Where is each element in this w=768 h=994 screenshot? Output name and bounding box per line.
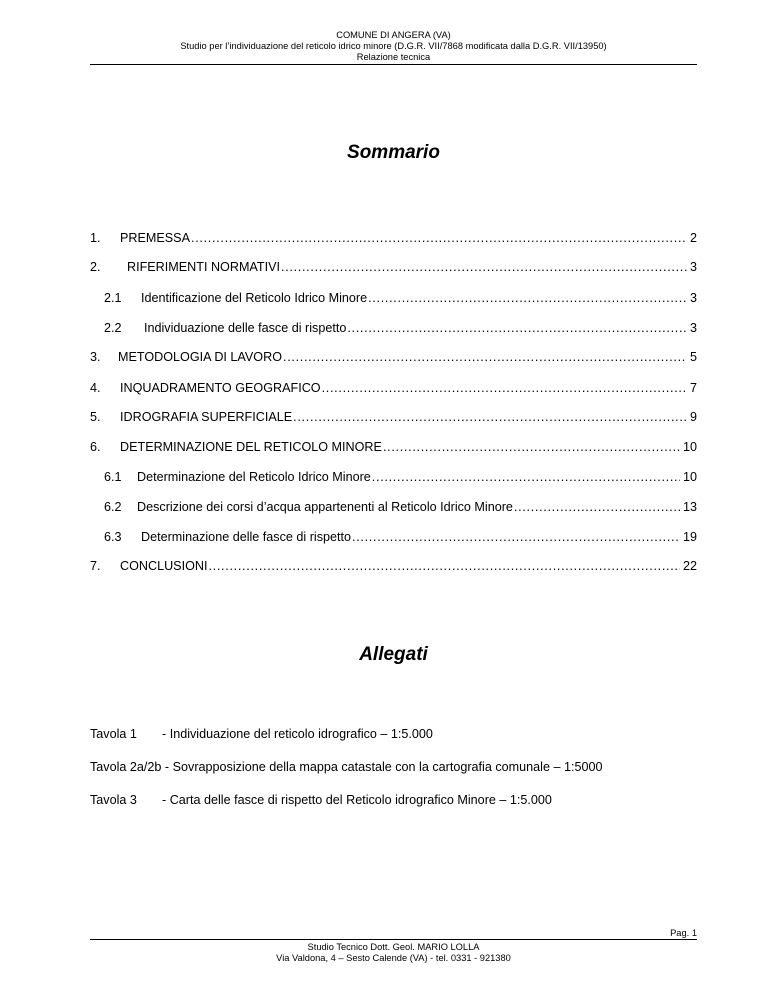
header-doc-type: Relazione tecnica <box>356 52 431 62</box>
toc-leader-dots <box>383 439 680 455</box>
toc-page-number: 10 <box>682 440 697 454</box>
toc-label: PREMESSA <box>120 231 190 245</box>
toc-leader-dots <box>191 230 687 246</box>
toc-entry[interactable] <box>90 409 697 425</box>
toc-entry[interactable] <box>90 230 697 246</box>
toc-page-number: 5 <box>689 350 697 364</box>
header-study-title: Studio per l’individuazione del reticolo idrico minore (D.G.R. VII/7868 modificata dalla D.G.R. VII/13950) <box>180 41 607 51</box>
toc-number: 7. <box>90 559 101 573</box>
toc-page-number: 10 <box>682 470 697 484</box>
toc-entry[interactable] <box>104 290 697 306</box>
toc-entry[interactable] <box>104 320 697 336</box>
toc-label: RIFERIMENTI NORMATIVI <box>127 260 280 274</box>
toc-number: 6.2 <box>104 500 122 514</box>
toc-label: Determinazione delle fasce di rispetto <box>141 530 352 544</box>
toc-entry[interactable] <box>104 499 697 515</box>
toc-label: METODOLOGIA DI LAVORO <box>118 350 282 364</box>
toc-label: CONCLUSIONI <box>120 559 208 573</box>
toc-number: 1. <box>90 231 101 245</box>
toc-number: 6.3 <box>104 530 122 544</box>
toc-leader-dots <box>208 558 680 574</box>
attachment-description: - Individuazione del reticolo idrografico – 1:5.000 <box>162 727 433 741</box>
toc-entry[interactable] <box>90 349 697 365</box>
toc-number: 2.1 <box>104 291 122 305</box>
toc-entry[interactable] <box>90 439 697 455</box>
attachment-item <box>90 759 602 775</box>
toc-leader-dots <box>293 409 687 425</box>
attachment-name: Tavola 2a/2b <box>90 760 162 774</box>
toc-leader-dots <box>372 469 680 485</box>
attachment-description: - Carta delle fasce di rispetto del Reticolo idrografico Minore – 1:5.000 <box>162 793 552 807</box>
toc-leader-dots <box>368 290 687 306</box>
toc-entry[interactable] <box>104 469 697 485</box>
toc-number: 2. <box>90 260 101 274</box>
toc-page-number: 3 <box>689 291 697 305</box>
attachment-name: Tavola 3 <box>90 793 137 807</box>
page-header <box>90 30 697 65</box>
toc-page-number: 3 <box>689 321 697 335</box>
toc-label: Individuazione delle fasce di rispetto <box>144 321 347 335</box>
toc-number: 6. <box>90 440 101 454</box>
allegati-title: Allegati <box>359 644 428 665</box>
toc-entry[interactable] <box>90 558 697 574</box>
toc-page-number: 9 <box>689 410 697 424</box>
toc-label: Descrizione dei corsi d’acqua appartenenti al Reticolo Idrico Minore <box>137 500 513 514</box>
header-municipality: COMUNE DI ANGERA (VA) <box>336 30 451 40</box>
toc-label: DETERMINAZIONE DEL RETICOLO MINORE <box>120 440 382 454</box>
toc-number: 5. <box>90 410 101 424</box>
toc-leader-dots <box>281 259 687 275</box>
footer-address: Via Valdona, 4 – Sesto Calende (VA) - tel. 0331 - 921380 <box>276 953 511 963</box>
toc-number: 6.1 <box>104 470 122 484</box>
toc-label: Determinazione del Reticolo Idrico Minore <box>137 470 371 484</box>
toc-page-number: 2 <box>689 231 697 245</box>
toc-page-number: 13 <box>682 500 697 514</box>
footer-studio-name: Studio Tecnico Dott. Geol. MARIO LOLLA <box>307 942 480 952</box>
toc-number: 3. <box>90 350 101 364</box>
toc-entry[interactable] <box>90 380 697 396</box>
toc-number: 4. <box>90 381 101 395</box>
toc-label: Identificazione del Reticolo Idrico Minore <box>141 291 368 305</box>
toc-label: IDROGRAFIA SUPERFICIALE <box>120 410 293 424</box>
toc-leader-dots <box>514 499 680 515</box>
attachment-item <box>90 792 552 808</box>
attachment-description: - Sovrapposizione della mappa catastale con la cartografia comunale – 1:5000 <box>164 760 603 774</box>
toc-leader-dots <box>283 349 687 365</box>
toc-entry[interactable] <box>90 259 697 275</box>
page-number: Pag. 1 <box>670 928 697 938</box>
toc-number: 2.2 <box>104 321 122 335</box>
toc-page-number: 3 <box>689 260 697 274</box>
toc-page-number: 22 <box>682 559 697 573</box>
toc-leader-dots <box>322 380 687 396</box>
toc-label: INQUADRAMENTO GEOGRAFICO <box>120 381 321 395</box>
attachment-name: Tavola 1 <box>90 727 137 741</box>
toc-leader-dots <box>347 320 687 336</box>
toc-page-number: 19 <box>682 530 697 544</box>
page-footer <box>90 939 697 964</box>
sommario-title: Sommario <box>347 142 440 163</box>
toc-leader-dots <box>352 529 680 545</box>
toc-entry[interactable] <box>104 529 697 545</box>
attachment-item <box>90 726 433 742</box>
toc-page-number: 7 <box>689 381 697 395</box>
